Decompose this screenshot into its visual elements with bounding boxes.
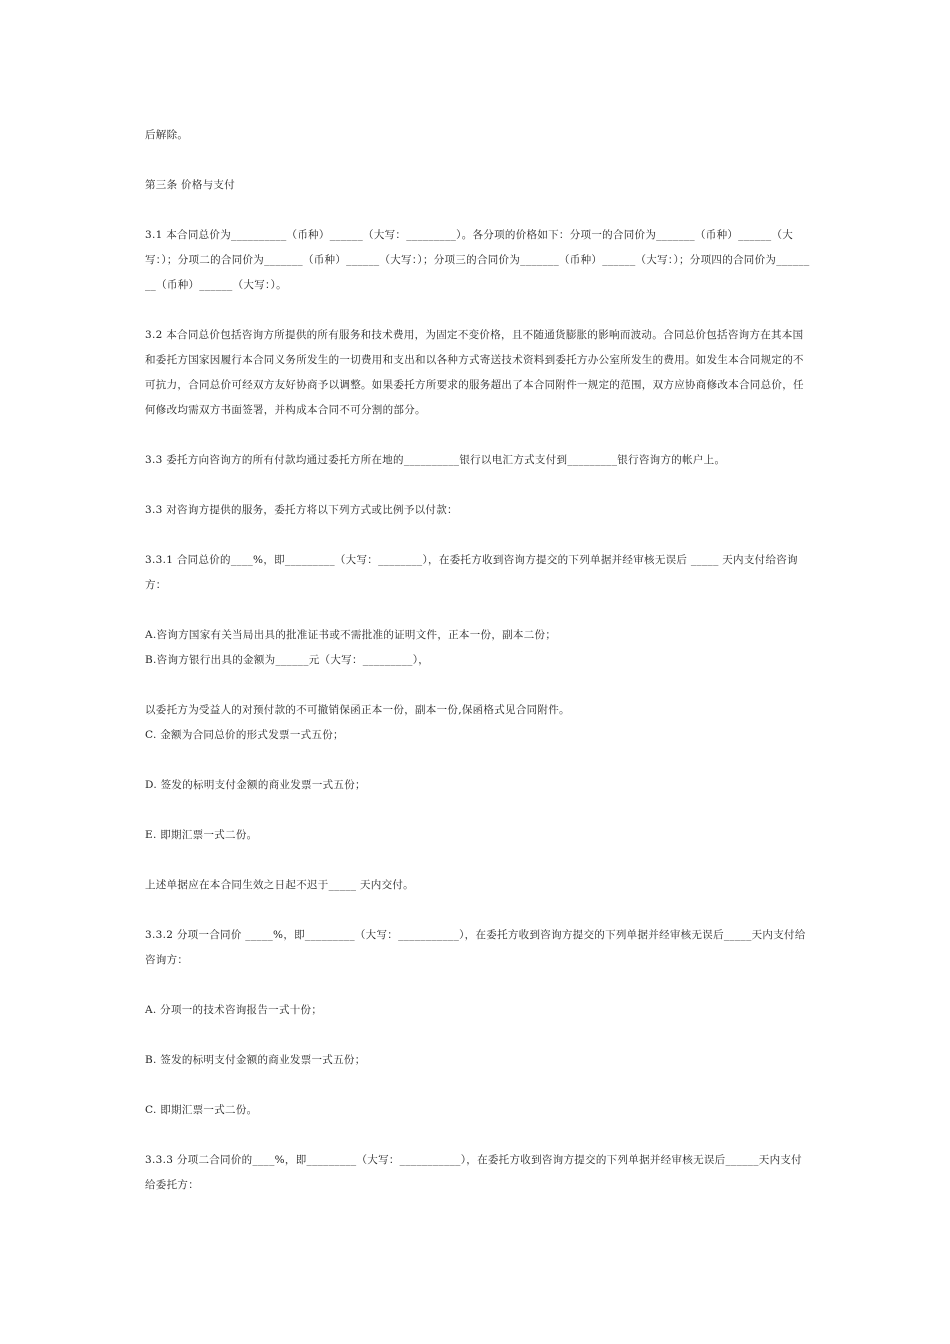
guarantee-note: 以委托方为受益人的对预付款的不可撤销保函正本一份，副本一份,保函格式见合同附件。 [145, 704, 570, 716]
article-3-heading: 第三条 价格与支付 [145, 179, 236, 191]
item-e-sight-draft: E. 即期汇票一式二份。 [145, 829, 258, 841]
clause-3-3-3-item-two: 3.3.3 分项二合同价的____%，即_________（大写：___________），在委托方收到咨询方提交的下列单据并经审核无误后______天内支付给委托方： [145, 1154, 802, 1191]
item-b-bank-guarantee: B.咨询方银行出具的金额为______元（大写：_________）， [145, 654, 430, 666]
paragraph-termination-end: 后解除。 [145, 129, 189, 141]
item-c-proforma-invoice: C. 金额为合同总价的形式发票一式五份； [145, 729, 344, 741]
item-d-commercial-invoice: D. 签发的标明支付金额的商业发票一式五份； [145, 779, 366, 791]
documents-deadline: 上述单据应在本合同生效之日起不迟于_____ 天内交付。 [145, 879, 414, 891]
item-a-consulting-report: A. 分项一的技术咨询报告一式十份； [145, 1004, 323, 1016]
clause-3-3-1-advance: 3.3.1 合同总价的____%，即_________（大写：________），在委托方收到咨询方提交的下列单据并经审核无误后 _____ 天内支付给咨询方： [145, 554, 798, 591]
clause-3-3-payment-method: 3.3 对咨询方提供的服务，委托方将以下列方式或比例予以付款： [145, 504, 458, 516]
clause-3-3-2-item-one: 3.3.2 分项一合同价 _____%，即_________（大写：___________），在委托方收到咨询方提交的下列单据并经审核无误后_____天内支付给咨询方： [145, 929, 806, 966]
clause-3-3-bank-transfer: 3.3 委托方向咨询方的所有付款均通过委托方所在地的__________银行以电汇方式支付到_________银行咨询方的帐户上。 [145, 454, 726, 466]
item-a-approval-certificate: A.咨询方国家有关当局出具的批准证书或不需批准的证明文件，正本一份，副本二份； [145, 629, 557, 641]
clause-3-1-price: 3.1 本合同总价为__________（币种）______（大写：_________）。各分项的价格如下：分项一的合同价为_______（币种）______（大写：）；分项二的合同价为_______（币种）______（大写：）；分项三的合同价为_______（币种）______（大写：）；分项四的合同价为________（币种）______（大写：）。 [145, 229, 810, 291]
item-b-commercial-invoice: B. 签发的标明支付金额的商业发票一式五份； [145, 1054, 366, 1066]
item-c-sight-draft: C. 即期汇票一式二份。 [145, 1104, 258, 1116]
clause-3-2-price-scope: 3.2 本合同总价包括咨询方所提供的所有服务和技术费用，为固定不变价格，且不随通货膨胀的影响而波动。合同总价包括咨询方在其本国和委托方国家因履行本合同义务所发生的一切费用和支出和以各种方式寄送技术资料到委托方办公室所发生的费用。如发生本合同规定的不可抗力，合同总价可经双方友好协商予以调整。如果委托方所要求的服务超出了本合同附件一规定的范围，双方应协商修改本合同总价，任何修改均需双方书面签署，并构成本合同不可分割的部分。 [145, 329, 804, 416]
